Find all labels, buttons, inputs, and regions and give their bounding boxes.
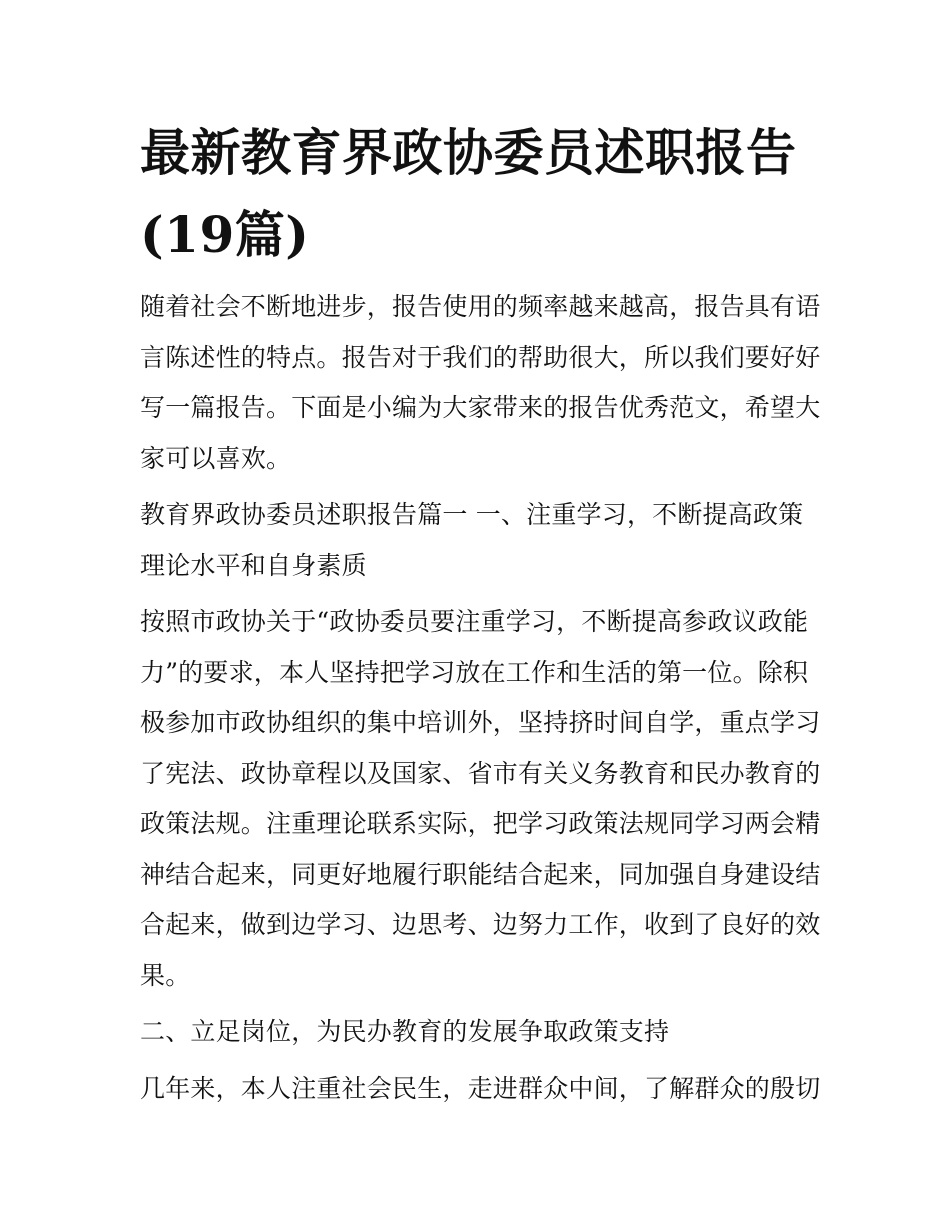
text-line: 家可以喜欢。 xyxy=(140,443,292,473)
text-line: 政策法规。注重理论联系实际，把学习政策法规同学习两会精 xyxy=(140,809,821,838)
document-body xyxy=(140,112,820,1114)
text-line: 理论水平和自身素质 xyxy=(140,550,367,580)
text-line: 教育界政协委员述职报告篇一 一、注重学习，不断提高政策 xyxy=(140,500,804,529)
text-line: 果。 xyxy=(140,960,191,990)
section-heading-paragraph xyxy=(140,490,820,591)
text-line: 了宪法、政协章程以及国家、省市有关义务教育和民办教育的 xyxy=(140,758,821,788)
text-line: 二、立足岗位，为民办教育的发展争取政策支持 xyxy=(140,1017,670,1046)
text-line: 几年来，本人注重社会民生，走进群众中间，了解群众的殷切 xyxy=(140,1073,821,1103)
title-line: 最新教育界政协委员述职报告 xyxy=(140,123,797,182)
intro-paragraph xyxy=(140,282,820,484)
title-line: (19篇) xyxy=(140,205,310,264)
closing-paragraph xyxy=(140,1064,820,1115)
text-line: 随着社会不断地进步，报告使用的频率越来越高，报告具有语 xyxy=(140,292,821,321)
text-line: 极参加市政协组织的集中培训外，坚持挤时间自学，重点学习 xyxy=(140,708,821,737)
text-line: 写一篇报告。下面是小编为大家带来的报告优秀范文，希望大 xyxy=(140,393,821,422)
text-line: 力”的要求，本人坚持把学习放在工作和生活的第一位。除积 xyxy=(140,657,809,687)
section-two-heading xyxy=(140,1007,820,1058)
text-line: 按照市政协关于“政协委员要注重学习，不断提高参政议政能 xyxy=(140,607,809,636)
text-line: 合起来，做到边学习、边思考、边努力工作，收到了良好的效 xyxy=(140,910,821,939)
study-paragraph xyxy=(140,597,820,1001)
document-title xyxy=(140,112,820,276)
text-line: 神结合起来，同更好地履行职能结合起来，同加强自身建设结 xyxy=(140,859,821,889)
text-line: 言陈述性的特点。报告对于我们的帮助很大，所以我们要好好 xyxy=(140,342,821,372)
